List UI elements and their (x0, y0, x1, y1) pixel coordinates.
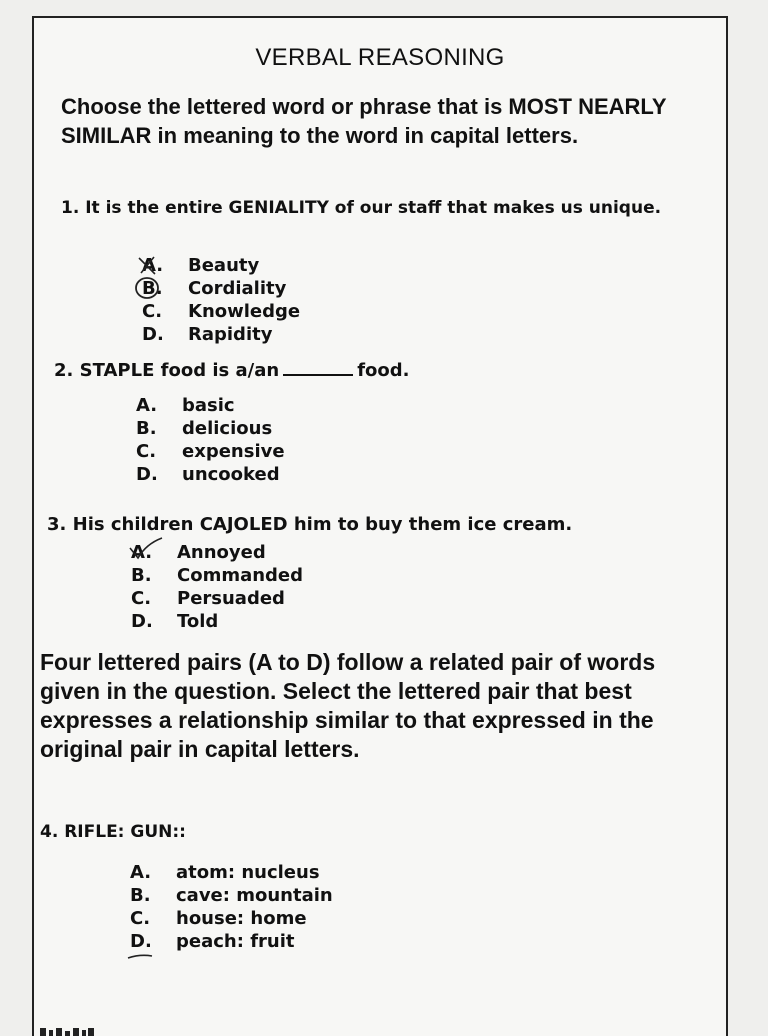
option-4c[interactable]: C. house: home (130, 908, 307, 929)
option-3a[interactable]: A. Annoyed (131, 542, 266, 563)
option-2d[interactable]: D. uncooked (136, 464, 280, 485)
section1-instruction: Choose the lettered word or phrase that is MOST NEARLY SIMILAR in meaning to the word in capital letters. (61, 94, 667, 148)
question-4-options (130, 861, 333, 953)
option-4d[interactable]: D. peach: fruit (130, 931, 295, 952)
option-1a[interactable]: A. Beauty (142, 255, 260, 276)
question-2-options (136, 394, 285, 486)
option-2c[interactable]: C. expensive (136, 441, 285, 462)
option-2a[interactable]: A. basic (136, 395, 235, 416)
option-2b[interactable]: B. delicious (136, 418, 273, 439)
question-3-stem: 3. His children CAJOLED him to buy them ice cream. (47, 514, 573, 535)
exam-page (32, 16, 728, 1036)
question-1-stem: 1. It is the entire GENIALITY of our staff that makes us unique. (61, 198, 662, 218)
section2-instruction: Four lettered pairs (A to D) follow a related pair of words given in the question. Select the lettered pair that best expresses a relationship similar to that expressed in the original pair in capital letters. (40, 649, 656, 762)
option-3c[interactable]: C. Persuaded (131, 588, 285, 609)
option-3b[interactable]: B. Commanded (131, 565, 304, 586)
option-1c[interactable]: C. Knowledge (142, 301, 301, 322)
question-4-stem: 4. RIFLE: GUN:: (40, 822, 186, 842)
page-title: VERBAL REASONING (255, 44, 505, 71)
option-4b[interactable]: B. cave: mountain (130, 885, 333, 906)
qr-code-icon (40, 1028, 94, 1036)
question-3-options (131, 541, 303, 633)
option-1d[interactable]: D. Rapidity (142, 324, 273, 345)
underline-mark-icon (126, 952, 156, 962)
question-2-stem: 2. STAPLE food is a/an food. (54, 360, 410, 381)
option-1b[interactable]: B. Cordiality (142, 278, 287, 299)
option-3d[interactable]: D. Told (131, 611, 219, 632)
question-1-options (142, 254, 300, 346)
option-4a[interactable]: A. atom: nucleus (130, 862, 320, 883)
answer-blank (283, 360, 353, 376)
